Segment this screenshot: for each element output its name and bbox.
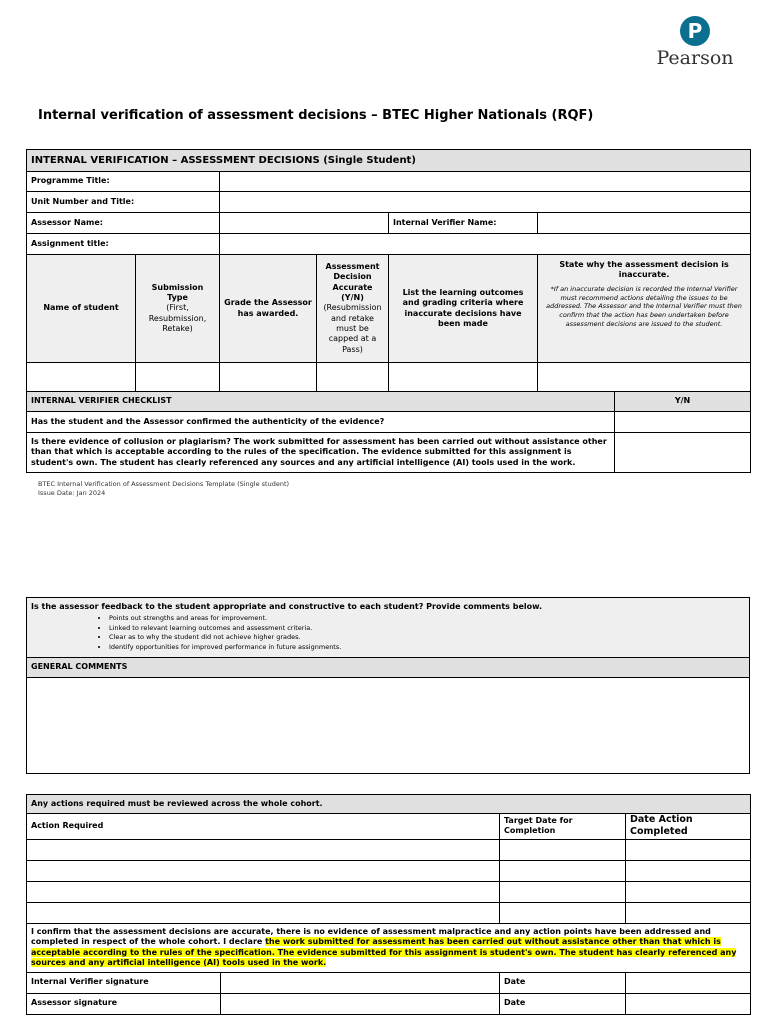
col-header-grade: Grade the Assessor has awarded.	[220, 255, 317, 363]
date-completed-cell[interactable]	[626, 881, 751, 902]
assessor-name-field[interactable]	[220, 213, 389, 234]
action-required-header: Action Required	[27, 814, 500, 840]
confirmation-highlighted-text: the work submitted for assessment has been carried out without assistance other than that which is acceptable according to the rules of the specification. The evidence submitted for this assignment is student's own. The student has clearly referenced any sources and any artificial intelligence (AI) tools used in the work.	[31, 937, 737, 968]
actions-header: Any actions required must be reviewed across the whole cohort.	[27, 795, 751, 814]
assessor-signature-field[interactable]	[221, 993, 500, 1014]
learning-outcomes-cell[interactable]	[389, 363, 538, 392]
col-header-submission-type	[136, 255, 220, 363]
checklist-question-collusion: Is there evidence of collusion or plagiarism? The work submitted for assessment has been carried out without assistance other than that which is acceptable according to the rules of the specification. The evidence submitted for this assignment is student's own. The student has clearly referenced any sources and any artificial intelligence (AI) tools used in the work.	[27, 433, 615, 473]
decision-accurate-title: Assessment Decision Accurate (Y/N)	[325, 261, 380, 302]
list-item: • Clear as to why the student did not achieve higher grades.	[109, 633, 745, 642]
programme-title-field[interactable]	[220, 172, 751, 192]
target-date-cell[interactable]	[500, 881, 626, 902]
assessor-name-label: Assessor Name:	[27, 213, 220, 234]
feedback-criteria-list	[31, 614, 745, 652]
iv-date-label: Date	[500, 972, 626, 993]
state-why-cell[interactable]	[538, 363, 751, 392]
internal-verifier-name-label: Internal Verifier Name:	[389, 213, 538, 234]
date-completed-cell[interactable]	[626, 839, 751, 860]
confirmation-statement	[27, 923, 751, 972]
submission-type-title: Submission Type	[151, 282, 204, 302]
col-header-learning-outcomes: List the learning outcomes and grading criteria where inaccurate decisions have been made	[389, 255, 538, 363]
target-date-cell[interactable]	[500, 860, 626, 881]
table-row	[27, 881, 751, 902]
pearson-wordmark: Pearson	[656, 47, 734, 69]
assignment-title-label: Assignment title:	[27, 234, 220, 255]
state-why-note: *If an inaccurate decision is recorded the Internal Verifier must recommend actions detailing the issues to be addressed. The Assessor and the Internal Verifier must then confirm that the action has been undertaken before assessment decisions are issued to the student.	[546, 284, 742, 328]
assignment-title-field[interactable]	[220, 234, 751, 255]
assessment-decisions-table	[26, 149, 751, 473]
action-cell[interactable]	[27, 902, 500, 923]
target-date-header: Target Date for Completion	[500, 814, 626, 840]
student-name-cell[interactable]	[27, 363, 136, 392]
list-item: • Points out strengths and areas for improvement.	[109, 614, 745, 623]
target-date-cell[interactable]	[500, 839, 626, 860]
checklist-header: INTERNAL VERIFIER CHECKLIST	[27, 392, 615, 412]
footer-template-name: BTEC Internal Verification of Assessment Decisions Template (Single student)	[38, 480, 290, 488]
assessor-date-field[interactable]	[626, 993, 751, 1014]
footer-issue-date: Issue Date: Jan 2024	[38, 489, 106, 498]
yn-header: Y/N	[615, 392, 751, 412]
date-completed-header: Date Action Completed	[626, 814, 751, 840]
target-date-cell[interactable]	[500, 902, 626, 923]
general-comments-field[interactable]	[27, 678, 750, 774]
collusion-answer-cell[interactable]	[615, 433, 751, 473]
table-row	[27, 860, 751, 881]
state-why-title: State why the assessment decision is inaccurate.	[559, 260, 729, 280]
template-footer	[38, 480, 289, 498]
submission-type-detail: (First, Resubmission, Retake)	[148, 303, 207, 334]
col-header-student: Name of student	[27, 255, 136, 363]
programme-title-label: Programme Title:	[27, 172, 220, 192]
feedback-question-cell	[27, 598, 750, 658]
decision-accurate-cell[interactable]	[317, 363, 389, 392]
submission-type-cell[interactable]	[136, 363, 220, 392]
iv-date-field[interactable]	[626, 972, 751, 993]
col-header-decision-accurate	[317, 255, 389, 363]
unit-number-label: Unit Number and Title:	[27, 192, 220, 213]
confirmation-text: I confirm that the assessment decisions are accurate, there is no evidence of assessment malpractice and any action points have been addressed and completed in respect of the whole cohort. I declare	[31, 926, 711, 947]
col-header-state-why	[538, 255, 751, 363]
document-title: Internal verification of assessment decisions – BTEC Higher Nationals (RQF)	[38, 108, 594, 123]
section-header: INTERNAL VERIFICATION – ASSESSMENT DECISIONS (Single Student)	[27, 150, 751, 172]
action-cell[interactable]	[27, 881, 500, 902]
authenticity-answer-cell[interactable]	[615, 412, 751, 433]
pearson-logo-icon: P	[680, 16, 710, 46]
table-row	[27, 839, 751, 860]
internal-verifier-name-field[interactable]	[538, 213, 751, 234]
general-comments-header: GENERAL COMMENTS	[27, 658, 750, 678]
feedback-question: Is the assessor feedback to the student appropriate and constructive to each student? Provide comments below.	[31, 602, 543, 611]
action-cell[interactable]	[27, 860, 500, 881]
date-completed-cell[interactable]	[626, 902, 751, 923]
unit-number-field[interactable]	[220, 192, 751, 213]
assessor-signature-label: Assessor signature	[27, 993, 221, 1014]
action-cell[interactable]	[27, 839, 500, 860]
list-item: • Identify opportunities for improved performance in future assignments.	[109, 643, 745, 652]
decision-accurate-detail: (Resubmission and retake must be capped at a Pass)	[323, 303, 382, 354]
list-item: • Linked to relevant learning outcomes and assessment criteria.	[109, 624, 745, 633]
pearson-logo	[652, 8, 738, 80]
feedback-table	[26, 597, 750, 774]
iv-signature-label: Internal Verifier signature	[27, 972, 221, 993]
iv-signature-field[interactable]	[221, 972, 500, 993]
assessor-date-label: Date	[500, 993, 626, 1014]
checklist-question-authenticity: Has the student and the Assessor confirmed the authenticity of the evidence?	[27, 412, 615, 433]
date-completed-cell[interactable]	[626, 860, 751, 881]
table-row	[27, 902, 751, 923]
grade-cell[interactable]	[220, 363, 317, 392]
actions-table	[26, 794, 751, 1015]
